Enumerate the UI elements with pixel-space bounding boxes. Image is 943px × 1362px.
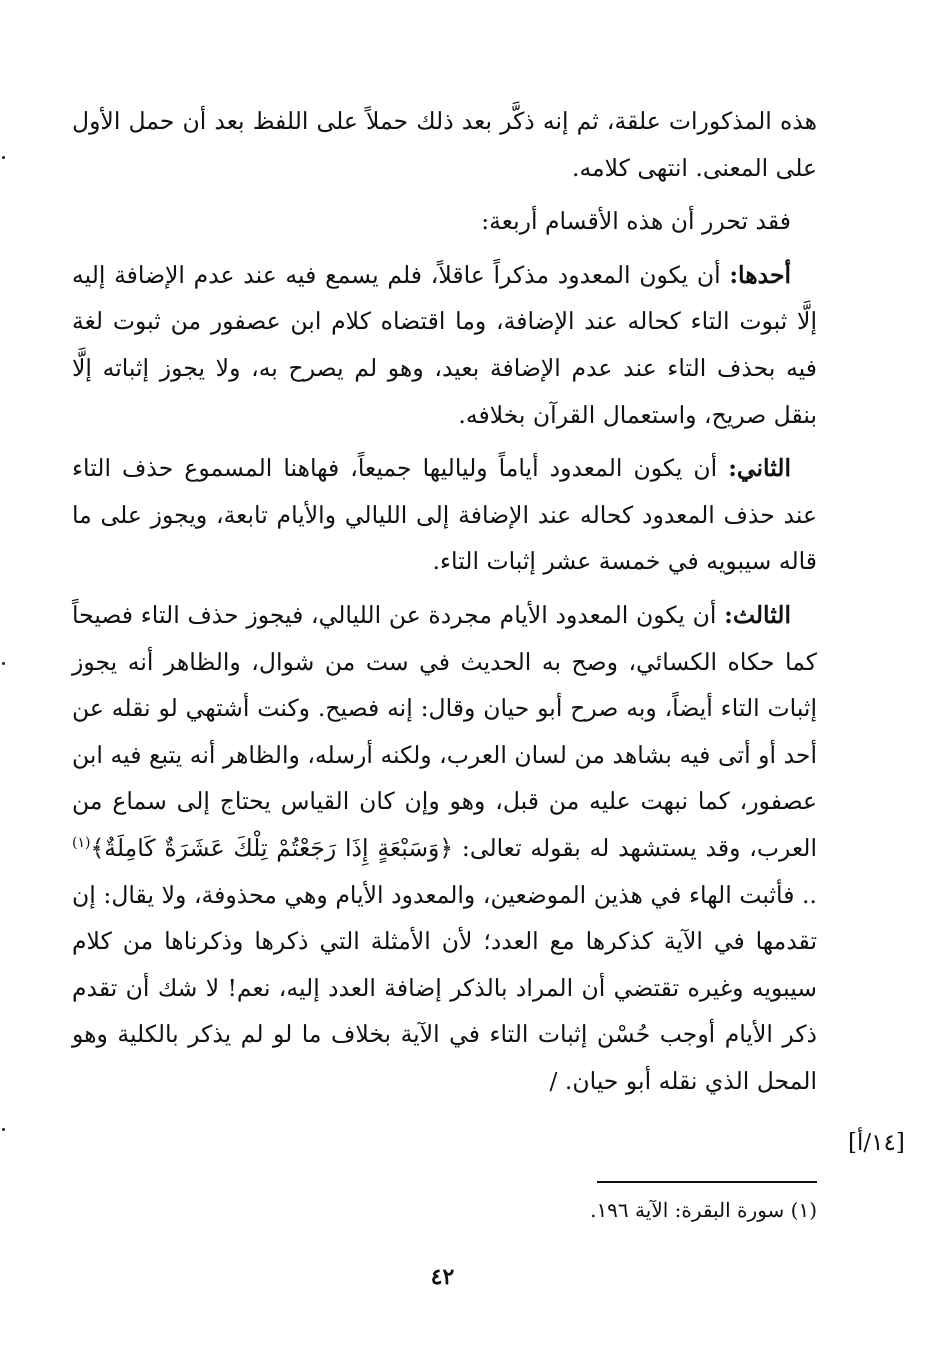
paragraph-lead: أحدها: — [729, 260, 791, 289]
scan-artifact — [2, 156, 5, 159]
paragraph-intro — [72, 98, 817, 191]
paragraph-text: هذه المذكورات علقة، ثم إنه ذكَّر بعد ذلك حملاً على اللفظ بعد أن حمل الأول على المعنى. انتهى كلامه. — [72, 107, 817, 182]
paragraph-first-type — [72, 252, 817, 438]
scan-artifact — [2, 1128, 5, 1131]
footnote-marker[interactable]: (١) — [72, 835, 91, 852]
paragraph-third-type — [72, 592, 817, 1105]
paragraph-summary — [72, 198, 817, 245]
quran-verse: ﴿وَسَبْعَةٍ إِذَا رَجَعْتُمْ تِلْكَ عَشَرَةٌ كَامِلَةٌ﴾ — [90, 833, 454, 862]
page-number: ٤٢ — [430, 1264, 455, 1290]
paragraph-text-after: .. فأثبت الهاء في هذين الموضعين، والمعدود الأيام وهي محذوفة، ولا يقال: إن تقدمها في الآية كذكرها مع العدد؛ لأن الأمثلة التي ذكرها وذكرناها من كلام سيبويه وغيره تقتضي أن المراد بالذكر إضافة العدد إليه، نعم! لا شك أن تقدم ذكر الأيام أوجب حُسْن إثبات التاء في الآية بخلاف ما لو لم يذكر بالكلية وهو المحل الذي نقله أبو حيان. / — [72, 880, 817, 1095]
paragraph-lead: الثالث: — [724, 600, 791, 629]
paragraph-text-before: أن يكون المعدود الأيام مجردة عن الليالي، فيجوز حذف التاء فصيحاً كما حكاه الكسائي، وصح به الحديث في ست من شوال، والظاهر أنه يجوز إثبات التاء أيضاً، وبه صرح أبو حيان وقال: إنه فصيح. وكنت أشتهي لو نقله عن أحد أو أتى فيه بشاهد من لسان العرب، ولكنه أرسله، والظاهر أنه يتبع فيه ابن عصفور، كما نبهت عليه من قبل، وهو وإن كان القياس يحتاج إلى سماع من العرب، وقد يستشهد له بقوله تعالى: — [72, 600, 817, 862]
paragraph-text: أن يكون المعدود مذكراً عاقلاً، فلم يسمع فيه عند عدم الإضافة إليه إلَّا ثبوت التاء كحاله عند الإضافة، وما اقتضاه كلام ابن عصفور من ثبوت لغة فيه بحذف التاء عند عدم الإضافة بعيد، وهو لم يصرح به، ولا يجوز إثباته إلَّا بنقل صريح، واستعمال القرآن بخلافه. — [72, 260, 817, 429]
scan-artifact — [2, 662, 5, 665]
main-text — [72, 98, 817, 1104]
paragraph-text: فقد تحرر أن هذه الأقسام أربعة: — [481, 207, 791, 236]
paragraph-text: أن يكون المعدود أياماً ولياليها جميعاً، فهاهنا المسموع حذف التاء عند حذف المعدود كحاله عند الإضافة إلى الليالي والأيام تابعة، ويجوز على ما قاله سيبويه في خمسة عشر إثبات التاء. — [72, 454, 817, 576]
manuscript-folio-reference: [١٤/أ] — [848, 1130, 905, 1156]
footnote-divider — [597, 1181, 817, 1183]
paragraph-second-type — [72, 445, 817, 585]
footnote: (١) سورة البقرة: الآية ١٩٦. — [590, 1198, 817, 1222]
paragraph-lead: الثاني: — [728, 454, 791, 483]
